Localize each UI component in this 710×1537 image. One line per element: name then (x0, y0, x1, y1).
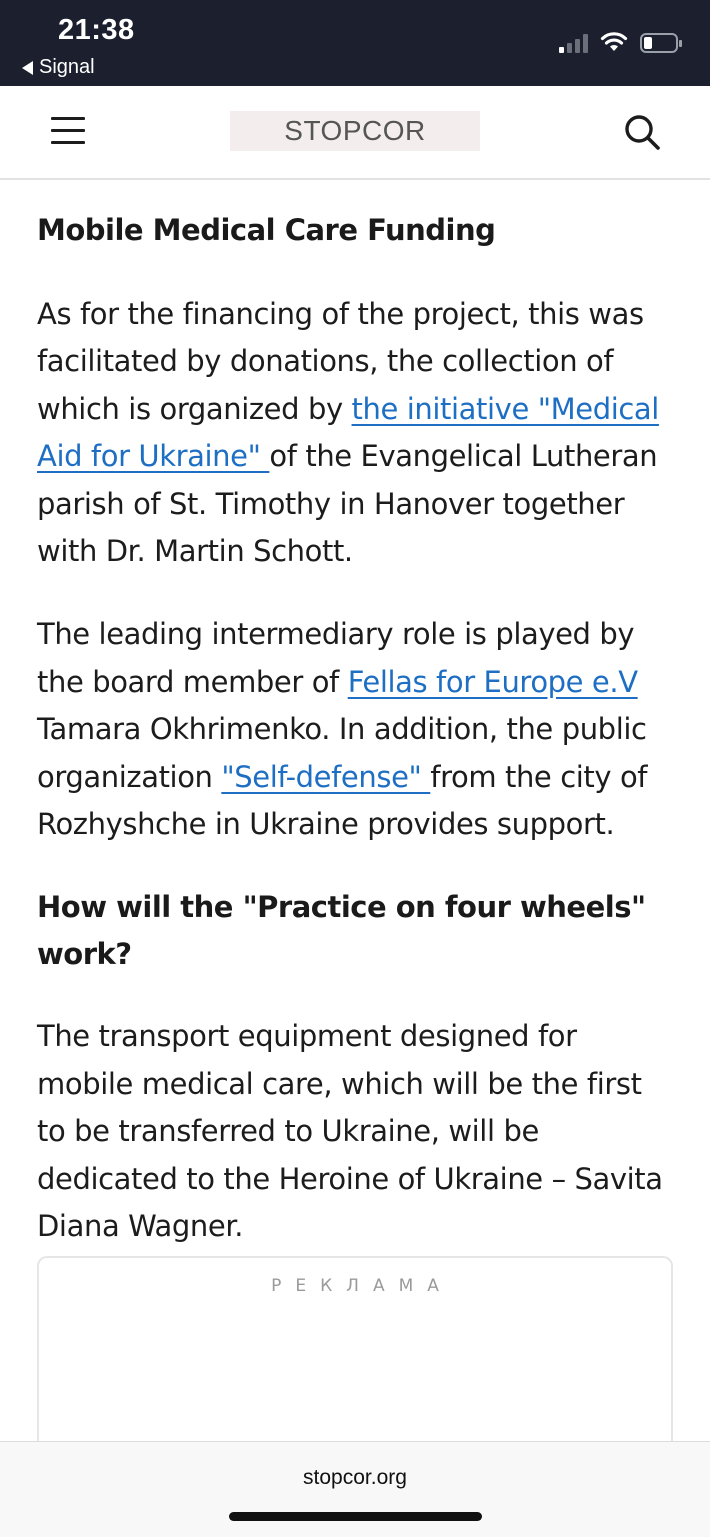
text-segment: As for the financing of the project, this was facilitated by donations, the collection of which is organized by (37, 297, 644, 426)
section-heading-funding: Mobile Medical Care Funding (37, 213, 496, 247)
paragraph-financing (37, 291, 677, 575)
status-bar (0, 0, 710, 86)
browser-bottom-bar (0, 1441, 710, 1537)
battery-icon (640, 33, 678, 53)
home-indicator[interactable] (229, 1512, 482, 1521)
article-body (37, 178, 677, 1251)
link-self-defense[interactable]: "Self-defense" (221, 759, 431, 794)
hamburger-icon[interactable] (51, 117, 85, 145)
text-segment: Tamara Okhrimenko. In addition, the public organization (37, 712, 647, 794)
paragraph-transport: The transport equipment designed for mobile medical care, which will be the first to be transferred to Ukraine, will be dedicated to the Heroine of Ukraine – Savita Diana Wagner. (37, 1019, 663, 1244)
search-icon[interactable] (622, 112, 662, 152)
back-to-app-link[interactable] (22, 56, 95, 79)
paragraph-intermediary (37, 611, 677, 848)
status-indicators (559, 32, 678, 53)
back-arrow-icon (22, 61, 33, 75)
text-segment: of the Evangelical Lutheran parish of St. Timothy in Hanover together with Dr. Martin Schott. (37, 439, 658, 569)
logo-text: STOPCOR (284, 115, 426, 146)
wifi-icon (600, 32, 628, 53)
section-heading-practice: How will the "Practice on four wheels" work? (37, 890, 646, 972)
site-header (0, 86, 710, 180)
back-app-label: Signal (39, 56, 95, 78)
text-segment: The leading intermediary role is played by the board member of (37, 617, 635, 699)
battery-level (644, 37, 652, 49)
text-segment: from the city of Rozhyshche in Ukraine provides support. (37, 759, 648, 842)
link-fellas-for-europe[interactable]: Fellas for Europe e.V (347, 664, 638, 699)
advertisement-block (37, 1256, 673, 1456)
link-medical-aid-initiative[interactable]: the initiative "Medical Aid for Ukraine" (37, 391, 659, 474)
cellular-signal-icon (559, 33, 588, 53)
site-logo[interactable] (230, 111, 480, 151)
ad-label: РЕКЛАМА (271, 1276, 453, 1296)
url-bar[interactable]: stopcor.org (303, 1466, 407, 1489)
status-time: 21:38 (58, 14, 135, 46)
